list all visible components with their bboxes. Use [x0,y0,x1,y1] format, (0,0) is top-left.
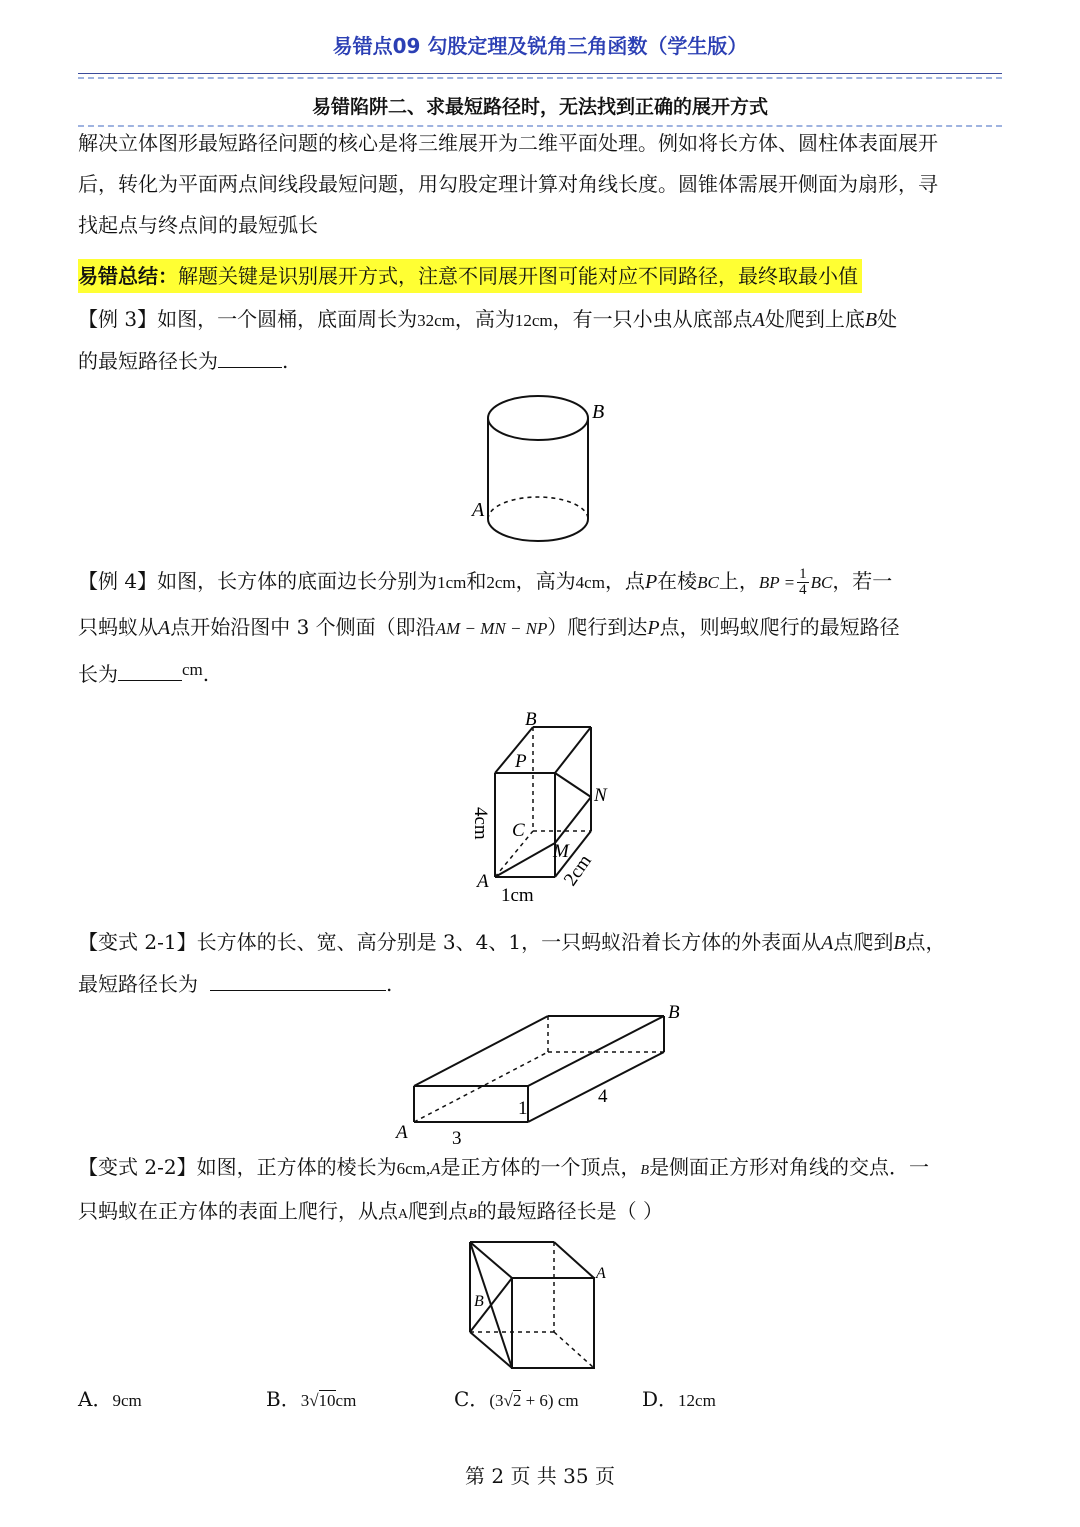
variant-2-2-text: 如图，正方体的棱长为 [196,1155,397,1179]
cylinder-label-a: A [472,499,485,521]
intro-paragraph [78,123,1004,246]
variant-2-2-text: 的最短路径长是（ ） [476,1199,664,1223]
option-c-coefficient: (3 [489,1391,504,1410]
example-3-period: . [282,349,289,373]
example-4-text: 只蚂蚁从 [78,615,158,639]
answer-blank [218,366,282,368]
option-d-letter: D． [642,1387,679,1411]
answer-blank [118,679,182,681]
box-label-a: A [396,1122,408,1143]
option-a-letter: A． [78,1387,113,1411]
example-3-text: 处爬到上底 [764,307,865,331]
cube-label-b: B [474,1293,484,1310]
example-3-text: 的最短路径长为 [78,349,218,373]
option-b-coefficient: 3 [300,1391,310,1410]
summary-label: 易错总结： [78,264,178,288]
variant-2-1-period: . [386,972,393,996]
intro-line-2: 后，转化为平面两点间线段最短问题，用勾股定理计算对角线长度。圆锥体需展开侧面为扇形，寻 [78,172,938,196]
cuboid-label-m: M [553,841,569,862]
fraction-numerator: 1 [799,566,807,582]
cube-label-a: A [596,1265,606,1282]
point-b: B [468,1207,477,1222]
example-4-text: ，高为 [515,569,576,593]
example-3-text: 处 [877,307,898,331]
example-3 [78,299,1004,382]
example-4-tag: 【例 4】 [78,569,158,593]
example-4-text: 如图，长方体的底面边长分别为 [157,569,438,593]
point-b: B [640,1163,650,1178]
option-b-radicand: 10 [318,1391,336,1410]
box-label-b: B [668,1002,680,1023]
point-a: A [398,1207,409,1222]
example-4 [78,561,1004,695]
unit-cm: cm [182,660,203,679]
point-a: A [430,1159,441,1178]
variant-2-1-text: 点爬到 [833,930,894,954]
example-4-text: 点开始沿图中 3 个侧面（即沿 [170,615,436,639]
option-a[interactable] [78,1383,142,1412]
answer-options [78,1383,978,1419]
variant-2-2-text: 爬到点 [408,1199,469,1223]
variant-2-2-text: 是正方体的一个顶点， [440,1155,641,1179]
example-3-tag: 【例 3】 [78,307,158,331]
variant-2-1-tag: 【变式 2-1】 [78,930,197,954]
cylinder-figure [470,392,620,552]
cube-figure [462,1236,622,1376]
cube-edge-length: 6cm, [396,1159,431,1178]
option-c[interactable] [454,1383,579,1412]
example-4-period: . [202,662,210,686]
box-label-width: 4 [598,1086,608,1107]
example-3-circumference: 32cm [417,311,455,330]
point-b: B [864,309,878,331]
point-p: P [647,617,660,639]
example-4-text: 在棱 [657,569,698,593]
variant-2-1 [78,922,1004,1005]
example-4-text: ，若一 [832,569,893,593]
point-a: A [752,309,765,331]
header-dashed-rule [78,77,1002,79]
example-4-text: 长为 [78,662,118,686]
cuboid-label-n: N [594,785,607,806]
box-figure [390,1000,690,1150]
example-4-height: 4cm [575,573,605,592]
example-3-text: ，高为 [454,307,515,331]
point-p: P [644,571,658,593]
option-d-value: 12cm [678,1391,716,1410]
cylinder-bottom-back [488,497,588,519]
section-title: 易错陷阱二、求最短路径时，无法找到正确的展开方式 [311,96,768,118]
cylinder-label-b: B [592,401,605,423]
box-label-length: 3 [452,1128,462,1149]
sqrt-icon: √ [503,1391,513,1410]
cylinder-top-ellipse [488,396,588,440]
point-a: A [158,617,171,639]
crawl-path: AM − MN − NP [435,619,548,638]
fraction-denominator: 4 [799,582,807,598]
page-header-title: 易错点09 勾股定理及锐角三角函数（学生版） [332,34,748,58]
option-c-tail: + 6) cm [521,1391,579,1410]
example-4-text: 点，则蚂蚁爬行的最短路径 [659,615,900,639]
edge-bc: BC [697,573,719,592]
variant-2-1-text: 点， [905,930,946,954]
equation-lhs: BP = [758,573,796,592]
header-rule [78,73,1002,74]
cuboid-label-a: A [477,871,489,892]
sqrt-icon: √ [309,1391,319,1410]
example-4-text: 和 [466,569,487,593]
option-d[interactable] [642,1383,716,1412]
example-4-edge-1: 1cm [437,573,467,592]
variant-2-1-text: 最短路径长为 [78,972,198,996]
intro-line-3: 找起点与终点间的最短弧长 [78,213,318,237]
option-b-unit: cm [335,1391,357,1410]
cuboid-label-depth: 2cm [559,851,596,890]
cuboid-label-height: 4cm [470,807,491,840]
example-3-text: 如图，一个圆桶，底面周长为 [157,307,418,331]
fraction-one-quarter [797,567,809,598]
error-summary [78,259,862,293]
summary-text: 解题关键是识别展开方式，注意不同展开图可能对应不同路径，最终取最小值 [178,264,858,288]
answer-blank [210,989,386,991]
example-4-edge-2: 2cm [486,573,516,592]
example-3-text: ，有一只小虫从底部点 [552,307,753,331]
option-c-letter: C． [454,1387,490,1411]
cuboid-label-b: B [525,709,537,730]
example-4-text: 上， [718,569,759,593]
cuboid-figure [465,705,625,905]
option-a-value: 9cm [112,1391,142,1410]
point-a: A [821,932,834,954]
option-c-radicand: 2 [512,1391,522,1410]
cuboid-label-c: C [512,820,525,841]
equation-rhs: BC [810,573,833,592]
variant-2-2-text: 只蚂蚁在正方体的表面上爬行，从点 [78,1199,398,1223]
option-b-letter: B． [266,1387,301,1411]
cylinder-bottom-front [488,519,588,541]
point-b: B [893,932,906,954]
variant-2-1-text: 长方体的长、宽、高分别是 3、4、1，一只蚂蚁沿着长方体的外表面从 [196,930,822,954]
variant-2-2-tag: 【变式 2-2】 [78,1155,197,1179]
example-3-height: 12cm [514,311,553,330]
cuboid-label-width: 1cm [501,885,534,905]
intro-line-1: 解决立体图形最短路径问题的核心是将三维展开为二维平面处理。例如将长方体、圆柱体表面展开 [78,131,938,155]
cuboid-label-p: P [515,751,527,772]
example-4-text: ，点 [604,569,645,593]
variant-2-2 [78,1147,1004,1235]
box-label-height: 1 [518,1098,528,1119]
page-footer: 第 2 页 共 35 页 [465,1464,615,1488]
option-b[interactable] [266,1383,356,1412]
example-4-text: ）爬行到达 [547,615,648,639]
variant-2-2-text: 是侧面正方形对角线的交点．一 [649,1155,930,1179]
